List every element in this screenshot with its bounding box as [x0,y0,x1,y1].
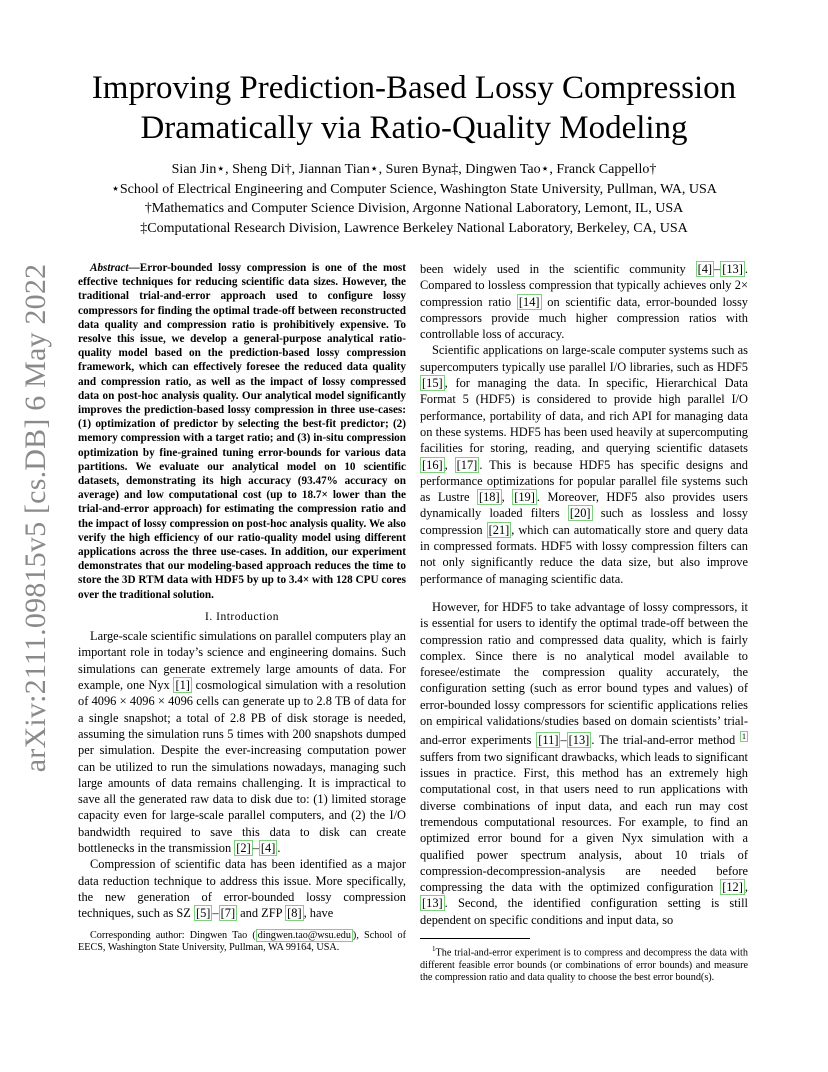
citation-link[interactable]: [19] [514,490,535,505]
arxiv-id[interactable]: arXiv:2111.09815v5 [cs.DB] 6 May 2022 [19,263,52,773]
affiliation-wsu: ⋆School of Electrical Engineering and Computer Science, Washington State University, Pullman, WA, USA [111,181,717,197]
trial-and-error-footnote: $^1$The trial-and-error experiment is to compress and decompress the data with different feasible error bounds (or combinations of error bounds) and measure the compression ratio and data quality to choose the best error bound(s). [420,945,748,984]
footnote-marker-link[interactable]: 1 [742,732,746,742]
author-block [60,160,768,238]
citation-link[interactable]: [12] [722,880,743,895]
citation-link[interactable]: [2] [236,841,251,856]
citation-link[interactable]: [21] [488,522,510,537]
intro-paragraph-1: Large-scale scientific simulations on parallel computers play an important role in today’s science and engineering domains. Such simulations can generate extremely large amounts of data. For example, one Nyx [1] cosmological simulation with a resolution of 4096 × 4096 × 4096 cells can generate up to 2.8 TB of data for a single snapshot; a total of 2.8 PB of disk storage is needed, assuming the simulation runs 5 times with 200 snapshots dumped per simulation. Despite the ever-increasing computation power can be utilized to run the simulations nowadays, managing such large amounts of data remains challenging. It is impractical to save all the generated raw data to disk due to: (1) limited storage capacity even for large-scale parallel computers, and (2) the I/O bandwidth required to save this data to disk can create bottlenecks in the transmission [2] – [4] . [78,629,406,856]
abstract-text: —Error-bounded lossy compression is one of the most effective techniques for reducing scientific data sizes. However, the traditional trial-and-error approach used to configure lossy compressors for finding the optimal trade-off between reconstructed data quality and compression ratio is prohibitively expensive. To resolve this issue, we develop a general-purpose analytical ratio-quality model based on the prediction-based lossy compression framework, which can effectively foresee the reduced data quality and compression ratio, as well as the impact of lossy compressed data on post-hoc analysis quality. Our analytical model significantly improves the prediction-based lossy compression in three use-cases: (1) optimization of predictor by selecting the best-fit predictor; (2) memory compression with a target ratio; and (3) in-situ compression optimization by fine-grained tuning error-bounds for various data partitions. We evaluate our analytical model on 10 scientific datasets, demonstrating its high accuracy (93.47% accuracy on average) and low computational cost (up to 18.7× lower than the trial-and-error approach) for estimating the compression ratio and the impact of lossy compression on post-hoc analysis quality. We also verify the high efficiency of our ratio-quality model using different applications across the three use-cases. In addition, our experiment demonstrates that our modeling-based approach reduces the time to store the 3D RTM data with HDF5 by up to 3.4× with 128 CPU cores over the traditional solution. [78,262,406,601]
citation-link[interactable]: [16] [422,457,443,472]
citation-link[interactable]: [14] [518,294,540,309]
affiliation-lbnl: ‡Computational Research Division, Lawrence Berkeley National Laboratory, Berkeley, CA, USA [140,220,688,236]
arxiv-watermark [18,263,54,773]
citation-link[interactable]: [1] [175,678,190,693]
citation-link[interactable]: [11] [538,733,559,748]
intro-paragraph-4: Scientific applications on large-scale computer systems such as supercomputers typically use parallel I/O libraries, such as HDF5 [15] , for managing the data. In specific, Hierarchical Data Format 5 (HDF5) is considered to provide high parallel I/O performance, portability of data, and rich API for managing data on these systems. HDF5 has been used heavily at supercomputing facilities for storing, reading, and querying scientific datasets [16] , [17] . This is because HDF5 has specific designs and performance optimizations for popular parallel file systems such as Lustre [18] , [19] . Moreover, HDF5 also provides users dynamically loaded filters [20] such as lossless and lossy compression [21] , which can automatically store and query data in compressed formats. HDF5 with lossy compression filters can not only significantly reduce the data size, but also improve performance of managing scientific data. [420,343,749,586]
author-names: Sian Jin⋆, Sheng Di†, Jiannan Tian⋆, Suren Byna‡, Dingwen Tao⋆, Franck Cappello† [171,162,657,177]
corresponding-author-footnote: Corresponding author: Dingwen Tao ( dingwen.tao@wsu.edu ), School of EECS, Washington State University, Pullman, WA 99164, USA. [78,929,406,954]
right-column [420,261,748,985]
citation-link[interactable]: [13] [722,262,743,276]
title-line-2: Dramatically via Ratio-Quality Modeling [140,110,688,146]
intro-paragraph-2: Compression of scientific data has been identified as a major data reduction technique to address this issue. More specifically, the new generation of error-bounded lossy compression techniques, such as SZ [5] – [7] and ZFP [8] , have [78,857,406,921]
citation-link[interactable]: [8] [287,906,302,921]
title-line-1: Improving Prediction-Based Lossy Compression [91,70,737,106]
email-link[interactable]: dingwen.tao@wsu.edu [257,929,351,941]
affiliation-argonne: †Mathematics and Computer Science Division, Argonne National Laboratory, Lemont, IL, USA [144,201,684,216]
citation-link[interactable]: [18] [478,490,500,505]
citation-link[interactable]: [13] [568,733,590,748]
intro-paragraph-5: However, for HDF5 to take advantage of lossy compressors, it is essential for users to identify the optimal trade-off between the compression ratio and compressed data quality, which is fairly complex. Since there is no analytical model available to foresee/estimate the compression quality accurately, the configuration setting (such as error bound types and values) of error-bounded lossy compressors for scientific applications relies on empirical validations/studies based on domain scientists’ trial-and-error experiments [11] – [13] . The trial-and-error method $^1$ suffers from two significant drawbacks, which leads to significant issues in practice. First, this method has an extremely high computational cost, in that users need to run applications with diverse combinations of input data, and each run may cost tremendous computational resources. For example, to find an optimized error bound for a given Nyx simulation with a qualified power spectrum analysis, about 10 trials of compression-decompression-analysis are needed before compressing the data with the optimized configuration [12] , [13] . Second, the identified configuration setting is still dependent on specific conditions and input data, so [420,599,748,927]
section-heading-introduction: I. Introduction [205,610,279,623]
intro-paragraph-3: been widely used in the scientific community [4] – [13] . Compared to lossless compression that typically achieves only 2× compression ratio [14] on scientific data, error-bounded lossy compressors provide much higher compression ratios with controllable loss of accuracy. [420,262,748,342]
citation-link[interactable]: [4] [260,841,276,856]
left-column [78,261,406,955]
paper-title [60,68,768,148]
abstract [78,261,406,602]
footnote-number: 1 [432,945,436,953]
citation-link[interactable]: [17] [456,457,478,472]
citation-link[interactable]: [13] [422,896,443,911]
citation-link[interactable]: [4] [697,262,713,276]
citation-link[interactable]: [5] [195,906,211,921]
citation-link[interactable]: [20] [569,506,591,521]
footnote-divider [420,938,530,939]
citation-link[interactable]: [7] [220,906,236,921]
abstract-label: Abstract [90,262,129,274]
citation-link[interactable]: [15] [422,376,443,391]
